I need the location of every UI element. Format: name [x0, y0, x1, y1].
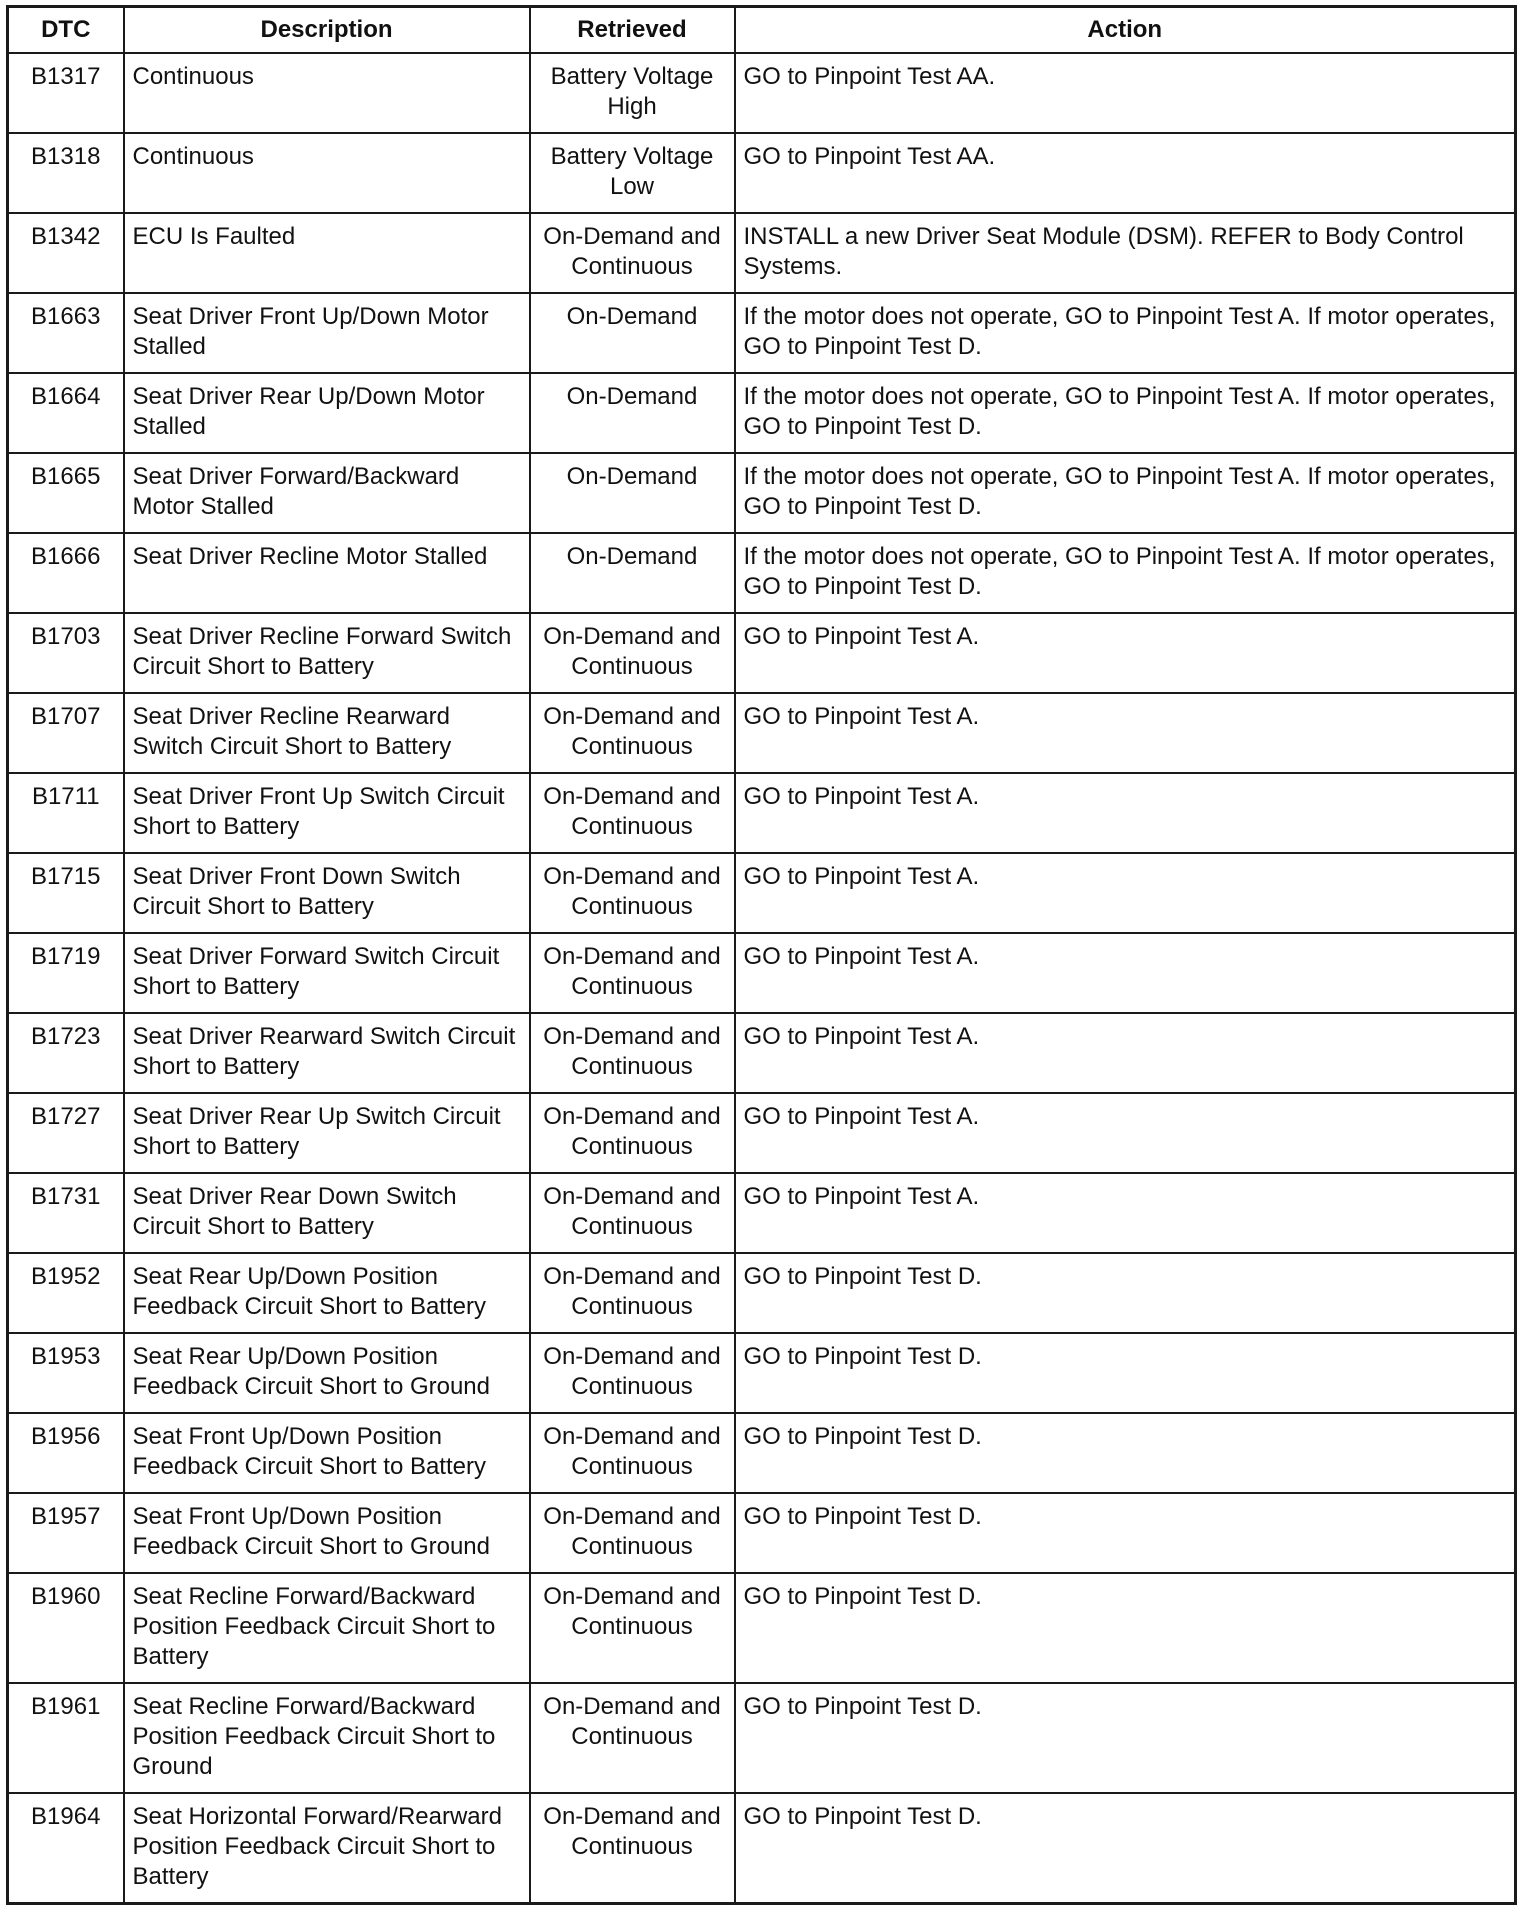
header-retrieved: Retrieved	[530, 7, 735, 54]
table-row	[8, 693, 1516, 773]
table-row	[8, 773, 1516, 853]
table-row	[8, 933, 1516, 1013]
dtc-retrieved: On-Demand and Continuous	[530, 1173, 735, 1253]
dtc-description: Seat Driver Rear Up Switch Circuit Short to Battery	[124, 1093, 530, 1173]
dtc-action: GO to Pinpoint Test D.	[735, 1413, 1516, 1493]
table-row	[8, 133, 1516, 213]
table-row	[8, 1793, 1516, 1904]
dtc-action: GO to Pinpoint Test AA.	[735, 133, 1516, 213]
dtc-description: Seat Driver Forward Switch Circuit Short to Battery	[124, 933, 530, 1013]
dtc-description: ECU Is Faulted	[124, 213, 530, 293]
dtc-description: Seat Driver Recline Rearward Switch Circuit Short to Battery	[124, 693, 530, 773]
dtc-retrieved: On-Demand and Continuous	[530, 1413, 735, 1493]
table-header-row	[8, 7, 1516, 54]
dtc-code: B1665	[8, 453, 124, 533]
dtc-code: B1663	[8, 293, 124, 373]
dtc-code: B1952	[8, 1253, 124, 1333]
dtc-action: GO to Pinpoint Test A.	[735, 933, 1516, 1013]
dtc-description: Seat Driver Forward/Backward Motor Stalled	[124, 453, 530, 533]
dtc-description: Seat Rear Up/Down Position Feedback Circuit Short to Ground	[124, 1333, 530, 1413]
dtc-retrieved: On-Demand	[530, 373, 735, 453]
dtc-description: Seat Front Up/Down Position Feedback Circuit Short to Battery	[124, 1413, 530, 1493]
dtc-retrieved: On-Demand and Continuous	[530, 693, 735, 773]
table-row	[8, 1173, 1516, 1253]
dtc-description: Seat Driver Front Up/Down Motor Stalled	[124, 293, 530, 373]
dtc-retrieved: On-Demand and Continuous	[530, 1093, 735, 1173]
dtc-action: GO to Pinpoint Test A.	[735, 693, 1516, 773]
table-row	[8, 373, 1516, 453]
dtc-description: Seat Recline Forward/Backward Position Feedback Circuit Short to Ground	[124, 1683, 530, 1793]
dtc-description: Seat Driver Rearward Switch Circuit Short to Battery	[124, 1013, 530, 1093]
dtc-retrieved: On-Demand and Continuous	[530, 213, 735, 293]
dtc-retrieved: Battery Voltage High	[530, 53, 735, 133]
dtc-retrieved: On-Demand and Continuous	[530, 773, 735, 853]
dtc-code: B1711	[8, 773, 124, 853]
table-row	[8, 613, 1516, 693]
dtc-retrieved: On-Demand and Continuous	[530, 1493, 735, 1573]
dtc-action: If the motor does not operate, GO to Pinpoint Test A. If motor operates, GO to Pinpoint Test D.	[735, 293, 1516, 373]
dtc-retrieved: On-Demand and Continuous	[530, 1573, 735, 1683]
dtc-code: B1703	[8, 613, 124, 693]
header-description: Description	[124, 7, 530, 54]
header-dtc: DTC	[8, 7, 124, 54]
dtc-code: B1715	[8, 853, 124, 933]
table-row	[8, 1093, 1516, 1173]
dtc-action: GO to Pinpoint Test A.	[735, 1173, 1516, 1253]
table-row	[8, 1573, 1516, 1683]
dtc-code: B1956	[8, 1413, 124, 1493]
table-row	[8, 1683, 1516, 1793]
dtc-code: B1727	[8, 1093, 124, 1173]
table-row	[8, 1253, 1516, 1333]
dtc-action: If the motor does not operate, GO to Pinpoint Test A. If motor operates, GO to Pinpoint Test D.	[735, 453, 1516, 533]
dtc-description: Continuous	[124, 53, 530, 133]
dtc-retrieved: On-Demand	[530, 533, 735, 613]
dtc-retrieved: On-Demand and Continuous	[530, 1683, 735, 1793]
dtc-description: Continuous	[124, 133, 530, 213]
dtc-code: B1960	[8, 1573, 124, 1683]
dtc-description: Seat Recline Forward/Backward Position Feedback Circuit Short to Battery	[124, 1573, 530, 1683]
dtc-retrieved: On-Demand and Continuous	[530, 933, 735, 1013]
dtc-action: GO to Pinpoint Test D.	[735, 1493, 1516, 1573]
dtc-description: Seat Driver Rear Down Switch Circuit Short to Battery	[124, 1173, 530, 1253]
dtc-action: GO to Pinpoint Test A.	[735, 1093, 1516, 1173]
dtc-retrieved: On-Demand	[530, 293, 735, 373]
dtc-code: B1961	[8, 1683, 124, 1793]
table-row	[8, 853, 1516, 933]
dtc-description: Seat Driver Recline Motor Stalled	[124, 533, 530, 613]
dtc-action: GO to Pinpoint Test AA.	[735, 53, 1516, 133]
dtc-description: Seat Rear Up/Down Position Feedback Circuit Short to Battery	[124, 1253, 530, 1333]
dtc-action: GO to Pinpoint Test A.	[735, 1013, 1516, 1093]
dtc-action: GO to Pinpoint Test D.	[735, 1253, 1516, 1333]
dtc-description: Seat Horizontal Forward/Rearward Position Feedback Circuit Short to Battery	[124, 1793, 530, 1904]
dtc-description: Seat Driver Front Down Switch Circuit Short to Battery	[124, 853, 530, 933]
dtc-description: Seat Driver Front Up Switch Circuit Short to Battery	[124, 773, 530, 853]
dtc-code: B1342	[8, 213, 124, 293]
dtc-code: B1957	[8, 1493, 124, 1573]
dtc-action: GO to Pinpoint Test D.	[735, 1793, 1516, 1904]
dtc-code: B1664	[8, 373, 124, 453]
table-row	[8, 213, 1516, 293]
table-row	[8, 1413, 1516, 1493]
table-row	[8, 1333, 1516, 1413]
dtc-action: If the motor does not operate, GO to Pinpoint Test A. If motor operates, GO to Pinpoint Test D.	[735, 373, 1516, 453]
dtc-table	[6, 5, 1517, 1905]
dtc-code: B1317	[8, 53, 124, 133]
dtc-code: B1731	[8, 1173, 124, 1253]
table-row	[8, 1013, 1516, 1093]
dtc-retrieved: On-Demand and Continuous	[530, 1253, 735, 1333]
dtc-code: B1723	[8, 1013, 124, 1093]
dtc-retrieved: On-Demand and Continuous	[530, 853, 735, 933]
dtc-code: B1953	[8, 1333, 124, 1413]
dtc-action: GO to Pinpoint Test A.	[735, 853, 1516, 933]
dtc-action: GO to Pinpoint Test D.	[735, 1683, 1516, 1793]
table-row	[8, 533, 1516, 613]
dtc-code: B1318	[8, 133, 124, 213]
dtc-code: B1719	[8, 933, 124, 1013]
table-row	[8, 1493, 1516, 1573]
dtc-retrieved: On-Demand and Continuous	[530, 613, 735, 693]
dtc-retrieved: On-Demand and Continuous	[530, 1333, 735, 1413]
dtc-description: Seat Driver Rear Up/Down Motor Stalled	[124, 373, 530, 453]
dtc-action: INSTALL a new Driver Seat Module (DSM). REFER to Body Control Systems.	[735, 213, 1516, 293]
dtc-retrieved: On-Demand and Continuous	[530, 1793, 735, 1904]
table-row	[8, 53, 1516, 133]
dtc-action: If the motor does not operate, GO to Pinpoint Test A. If motor operates, GO to Pinpoint Test D.	[735, 533, 1516, 613]
dtc-description: Seat Driver Recline Forward Switch Circuit Short to Battery	[124, 613, 530, 693]
dtc-retrieved: Battery Voltage Low	[530, 133, 735, 213]
dtc-action: GO to Pinpoint Test D.	[735, 1573, 1516, 1683]
header-action: Action	[735, 7, 1516, 54]
dtc-code: B1964	[8, 1793, 124, 1904]
dtc-action: GO to Pinpoint Test A.	[735, 773, 1516, 853]
table-row	[8, 453, 1516, 533]
dtc-retrieved: On-Demand	[530, 453, 735, 533]
dtc-action: GO to Pinpoint Test A.	[735, 613, 1516, 693]
table-row	[8, 293, 1516, 373]
dtc-retrieved: On-Demand and Continuous	[530, 1013, 735, 1093]
dtc-code: B1666	[8, 533, 124, 613]
dtc-action: GO to Pinpoint Test D.	[735, 1333, 1516, 1413]
dtc-code: B1707	[8, 693, 124, 773]
dtc-description: Seat Front Up/Down Position Feedback Circuit Short to Ground	[124, 1493, 530, 1573]
